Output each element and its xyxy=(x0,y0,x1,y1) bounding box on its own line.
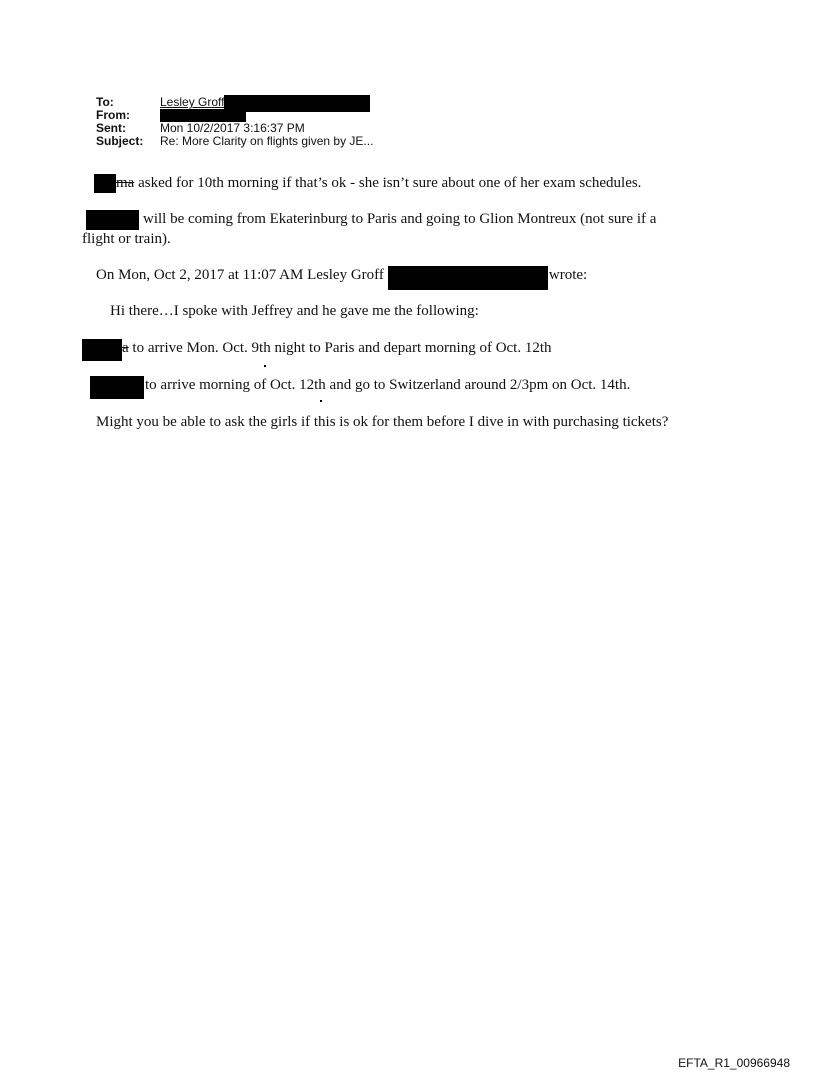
scan-speck xyxy=(264,365,266,367)
struck-text: ma xyxy=(116,175,135,191)
quote-intro-prefix: On Mon, Oct 2, 2017 at 11:07 AM Lesley Groff xyxy=(96,267,384,283)
quote-intro xyxy=(96,266,587,290)
sent-value: Mon 10/2/2017 3:16:37 PM xyxy=(160,121,305,135)
from-label: From: xyxy=(96,108,130,122)
sent-label: Sent: xyxy=(96,121,126,135)
redaction-block xyxy=(224,95,370,112)
document-id: EFTA_R1_00966948 xyxy=(678,1056,790,1070)
reply-line-1 xyxy=(94,174,641,193)
scan-speck xyxy=(320,400,322,402)
quoted-greeting: Hi there…I spoke with Jeffrey and he gave me the following: xyxy=(110,303,479,319)
subject-label: Subject: xyxy=(96,134,144,148)
subject-value: Re: More Clarity on flights given by JE... xyxy=(160,134,374,148)
quoted-item-2 xyxy=(90,376,630,399)
quote-intro-suffix: wrote: xyxy=(548,267,588,283)
redaction-block xyxy=(90,376,144,399)
quoted-question: Might you be able to ask the girls if this is ok for them before I dive in with purchasing tickets? xyxy=(96,414,669,430)
reply-line-2-continued: flight or train). xyxy=(82,231,171,247)
quoted-item-2-text: to arrive morning of Oct. 12th and go to Switzerland around 2/3pm on Oct. 14th. xyxy=(145,377,631,393)
quoted-item-1-text: to arrive Mon. Oct. 9th night to Paris and depart morning of Oct. 12th xyxy=(128,340,552,356)
to-label: To: xyxy=(96,95,114,109)
quoted-item-1 xyxy=(82,339,552,361)
redaction-block xyxy=(82,339,122,361)
reply-line-2-text: will be coming from Ekaterinburg to Paris and going to Glion Montreux (not sure if a xyxy=(143,211,657,227)
redaction-block xyxy=(86,210,139,230)
reply-line-1-text: asked for 10th morning if that’s ok - she isn’t sure about one of her exam schedules. xyxy=(134,175,642,191)
redaction-block xyxy=(94,174,116,193)
to-recipient-name: Lesley Groff xyxy=(160,95,225,109)
reply-line-2 xyxy=(86,210,656,230)
redaction-block xyxy=(388,266,548,290)
struck-text: a xyxy=(122,340,129,356)
